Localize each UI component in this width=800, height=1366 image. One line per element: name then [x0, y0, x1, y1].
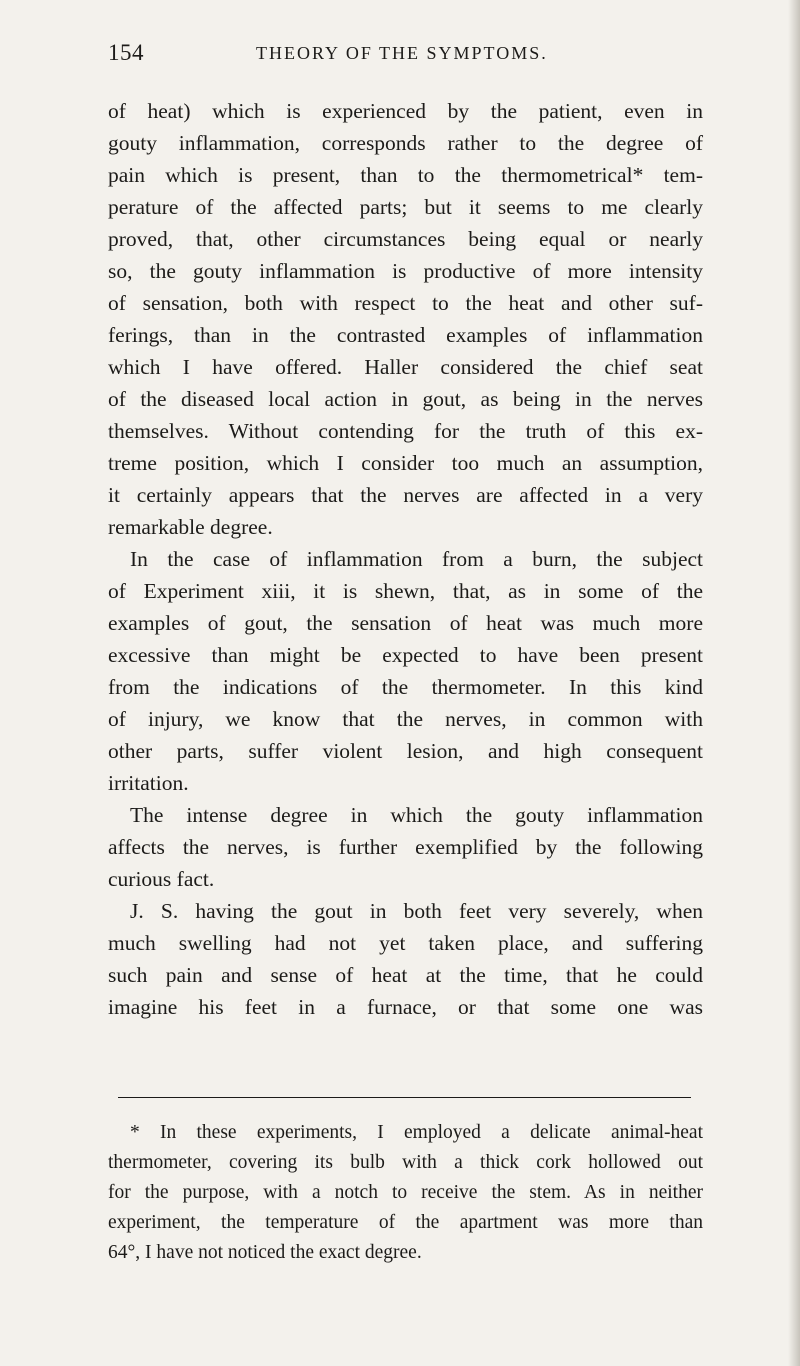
footnote-divider [118, 1097, 691, 1098]
page-number: 154 [108, 40, 144, 65]
body-line: from the indications of the thermometer. In this kind [108, 675, 703, 699]
body-text [108, 95, 703, 1023]
body-line: it certainly appears that the nerves are affected in a very [108, 483, 703, 507]
body-line: examples of gout, the sensation of heat was much more [108, 611, 703, 635]
footnote-line: 64°, I have not noticed the exact degree. [108, 1242, 422, 1263]
body-line: curious fact. [108, 867, 215, 891]
body-line: ferings, than in the contrasted examples of inflammation [108, 323, 703, 347]
body-line: of injury, we know that the nerves, in common with [108, 707, 703, 731]
page-edge-shadow [788, 0, 800, 1366]
body-line: of the diseased local action in gout, as being in the nerves [108, 387, 703, 411]
body-line: imagine his feet in a furnace, or that some one was [108, 995, 703, 1019]
body-line: of Experiment xiii, it is shewn, that, as in some of the [108, 579, 703, 603]
body-line: of sensation, both with respect to the heat and other suf- [108, 291, 703, 315]
body-line: irritation. [108, 771, 189, 795]
footnote-line: thermometer, covering its bulb with a thick cork hollowed out [108, 1152, 703, 1173]
body-line: proved, that, other circumstances being equal or nearly [108, 227, 703, 251]
body-line: much swelling had not yet taken place, and suffering [108, 931, 703, 955]
body-line: such pain and sense of heat at the time, that he could [108, 963, 703, 987]
page-header [108, 40, 708, 72]
footnote [108, 1118, 703, 1268]
body-line: perature of the affected parts; but it seems to me clearly [108, 195, 703, 219]
body-line: other parts, suffer violent lesion, and high consequent [108, 739, 703, 763]
footnote-line: * In these experiments, I employed a delicate animal-heat [130, 1122, 703, 1143]
body-line: pain which is present, than to the thermometrical* tem- [108, 163, 703, 187]
body-line: treme position, which I consider too much an assumption, [108, 451, 703, 475]
footnote-line: experiment, the temperature of the apartment was more than [108, 1212, 703, 1233]
body-line: gouty inflammation, corresponds rather to the degree of [108, 131, 703, 155]
body-line: remarkable degree. [108, 515, 273, 539]
body-line: so, the gouty inflammation is productive of more intensity [108, 259, 703, 283]
body-line: themselves. Without contending for the truth of this ex- [108, 419, 703, 443]
body-line: of heat) which is experienced by the patient, even in [108, 99, 703, 123]
body-line: J. S. having the gout in both feet very severely, when [130, 899, 703, 923]
body-line: In the case of inflammation from a burn, the subject [130, 547, 703, 571]
body-line: which I have offered. Haller considered the chief seat [108, 355, 703, 379]
body-line: affects the nerves, is further exemplified by the following [108, 835, 703, 859]
body-line: excessive than might be expected to have been present [108, 643, 703, 667]
footnote-line: for the purpose, with a notch to receive the stem. As in neither [108, 1182, 703, 1203]
running-head: THEORY OF THE SYMPTOMS. [256, 43, 548, 63]
body-line: The intense degree in which the gouty inflammation [130, 803, 703, 827]
